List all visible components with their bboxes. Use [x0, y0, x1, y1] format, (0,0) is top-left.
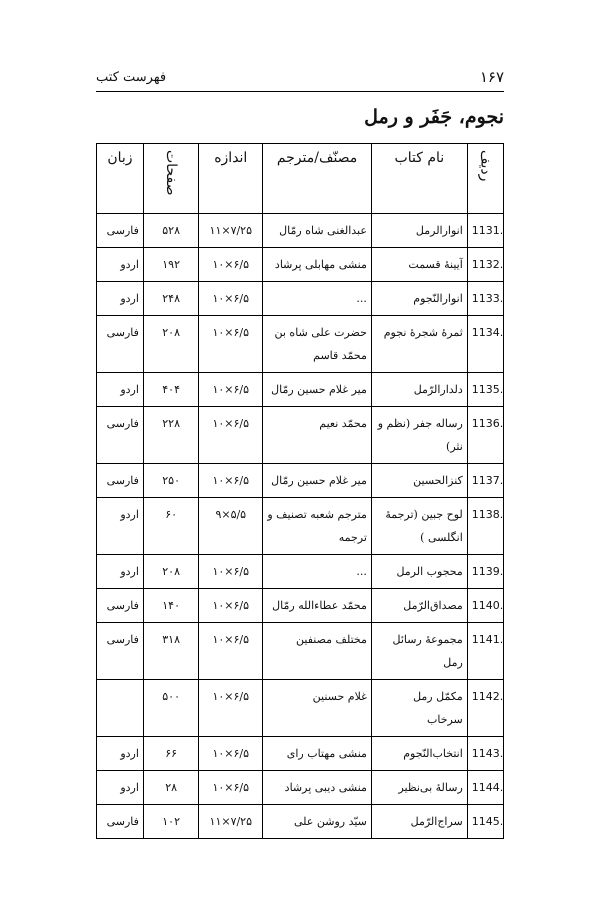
book-language: اردو	[97, 373, 144, 407]
table-row	[97, 214, 504, 248]
running-title: فهرست کتب	[96, 70, 167, 85]
book-pages: ۶۰	[143, 498, 198, 555]
book-size: ۱۰×۶/۵	[199, 282, 263, 316]
table-row	[97, 248, 504, 282]
table-row	[97, 407, 504, 464]
row-number: 1135.	[467, 373, 503, 407]
table-row	[97, 805, 504, 839]
book-pages: ۲۵۰	[143, 464, 198, 498]
book-language: فارسی	[97, 407, 144, 464]
book-pages: ۱۴۰	[143, 589, 198, 623]
book-author: عبدالغنی شاه رمّال	[263, 214, 372, 248]
book-title: مکمّل رمل سرخاب	[371, 680, 467, 737]
book-language: فارسی	[97, 214, 144, 248]
book-author: منشی مهابلی پرشاد	[263, 248, 372, 282]
book-language: فارسی	[97, 623, 144, 680]
book-author: مترجم شعبه تصنیف و ترجمه	[263, 498, 372, 555]
book-title: مصداق‌الرّمل	[371, 589, 467, 623]
book-pages: ۲۴۸	[143, 282, 198, 316]
book-author: میر غلام حسین رمّال	[263, 373, 372, 407]
book-pages: ۳۱۸	[143, 623, 198, 680]
book-size: ۱۱×۷/۲۵	[199, 214, 263, 248]
book-size: ۱۰×۶/۵	[199, 771, 263, 805]
book-catalog-table	[96, 143, 504, 839]
book-author: میر غلام حسین رمّال	[263, 464, 372, 498]
table-body	[97, 214, 504, 839]
table-row	[97, 737, 504, 771]
book-author: منشی مهتاب رای	[263, 737, 372, 771]
header-rule	[96, 91, 504, 92]
column-header-title: نام کتاب	[371, 144, 467, 214]
book-pages: ۲۸	[143, 771, 198, 805]
book-author: غلام حسنین	[263, 680, 372, 737]
row-number: 1141.	[467, 623, 503, 680]
book-language: فارسی	[97, 316, 144, 373]
book-size: ۱۰×۶/۵	[199, 680, 263, 737]
book-pages: ۲۲۸	[143, 407, 198, 464]
book-title: مجموعهٔ رسائل رمل	[371, 623, 467, 680]
row-number: 1131.	[467, 214, 503, 248]
row-number: 1139.	[467, 555, 503, 589]
book-title: رساله جفر (نظم و نثر)	[371, 407, 467, 464]
table-header-row	[97, 144, 504, 214]
section-title: نجوم، جَفَر و رمل	[364, 106, 504, 128]
row-number: 1145.	[467, 805, 503, 839]
table-row	[97, 464, 504, 498]
book-language: اردو	[97, 555, 144, 589]
book-pages: ۵۲۸	[143, 214, 198, 248]
book-pages: ۱۹۲	[143, 248, 198, 282]
book-title: آیینهٔ قسمت	[371, 248, 467, 282]
column-header-index: ردیف	[467, 144, 503, 214]
page-number: ۱۶۷	[479, 68, 504, 86]
row-number: 1143.	[467, 737, 503, 771]
book-size: ۱۰×۶/۵	[199, 464, 263, 498]
book-language: اردو	[97, 498, 144, 555]
book-size: ۱۰×۶/۵	[199, 407, 263, 464]
book-size: ۱۱×۷/۲۵	[199, 805, 263, 839]
book-title: انوارالنّجوم	[371, 282, 467, 316]
book-pages: ۱۰۲	[143, 805, 198, 839]
table-row	[97, 771, 504, 805]
book-size: ۱۰×۶/۵	[199, 737, 263, 771]
table-row	[97, 623, 504, 680]
book-language: فارسی	[97, 805, 144, 839]
table-row	[97, 373, 504, 407]
book-pages: ۴۰۴	[143, 373, 198, 407]
book-language: فارسی	[97, 464, 144, 498]
table-row	[97, 680, 504, 737]
book-size: ۱۰×۶/۵	[199, 589, 263, 623]
book-author: حضرت علی شاه بن محمّد قاسم	[263, 316, 372, 373]
book-language: اردو	[97, 771, 144, 805]
book-title: ثمرهٔ شجرهٔ نجوم	[371, 316, 467, 373]
book-pages: ۶۶	[143, 737, 198, 771]
book-size: ۱۰×۶/۵	[199, 316, 263, 373]
table-row	[97, 589, 504, 623]
book-size: ۹×۵/۵	[199, 498, 263, 555]
column-header-size: اندازه	[199, 144, 263, 214]
row-number: 1140.	[467, 589, 503, 623]
book-title: رسالهٔ بی‌نظیر	[371, 771, 467, 805]
column-header-language: زبان	[97, 144, 144, 214]
book-title: لوح جبین (ترجمهٔ انگلسی )	[371, 498, 467, 555]
book-language: اردو	[97, 282, 144, 316]
book-author: محمّد عطاءالله رمّال	[263, 589, 372, 623]
book-language	[97, 680, 144, 737]
book-author: منشی دیبی پرشاد	[263, 771, 372, 805]
book-author: سیّد روشن علی	[263, 805, 372, 839]
book-pages: ۲۰۸	[143, 316, 198, 373]
book-author: محمّد نعیم	[263, 407, 372, 464]
row-number: 1133.	[467, 282, 503, 316]
row-number: 1136.	[467, 407, 503, 464]
book-size: ۱۰×۶/۵	[199, 373, 263, 407]
book-title: کنزالحسین	[371, 464, 467, 498]
table-row	[97, 555, 504, 589]
table-row	[97, 282, 504, 316]
row-number: 1132.	[467, 248, 503, 282]
book-language: فارسی	[97, 589, 144, 623]
table-row	[97, 498, 504, 555]
book-title: محجوب الرمل	[371, 555, 467, 589]
row-number: 1142.	[467, 680, 503, 737]
book-pages: ۲۰۸	[143, 555, 198, 589]
book-size: ۱۰×۶/۵	[199, 623, 263, 680]
book-size: ۱۰×۶/۵	[199, 248, 263, 282]
book-size: ۱۰×۶/۵	[199, 555, 263, 589]
book-language: اردو	[97, 737, 144, 771]
book-author: ...	[263, 555, 372, 589]
book-title: انتخاب‌النّجوم	[371, 737, 467, 771]
row-number: 1144.	[467, 771, 503, 805]
book-author: مختلف مصنفین	[263, 623, 372, 680]
row-number: 1137.	[467, 464, 503, 498]
book-title: انوارالرمل	[371, 214, 467, 248]
column-header-pages: صفحات	[143, 144, 198, 214]
row-number: 1138.	[467, 498, 503, 555]
row-number: 1134.	[467, 316, 503, 373]
book-title: سراج‌الرّمل	[371, 805, 467, 839]
column-header-author: مصنّف/مترجم	[263, 144, 372, 214]
book-pages: ۵۰۰	[143, 680, 198, 737]
book-title: دلدارالرّمل	[371, 373, 467, 407]
table-row	[97, 316, 504, 373]
book-author: ...	[263, 282, 372, 316]
book-language: اردو	[97, 248, 144, 282]
page-header	[96, 68, 504, 90]
